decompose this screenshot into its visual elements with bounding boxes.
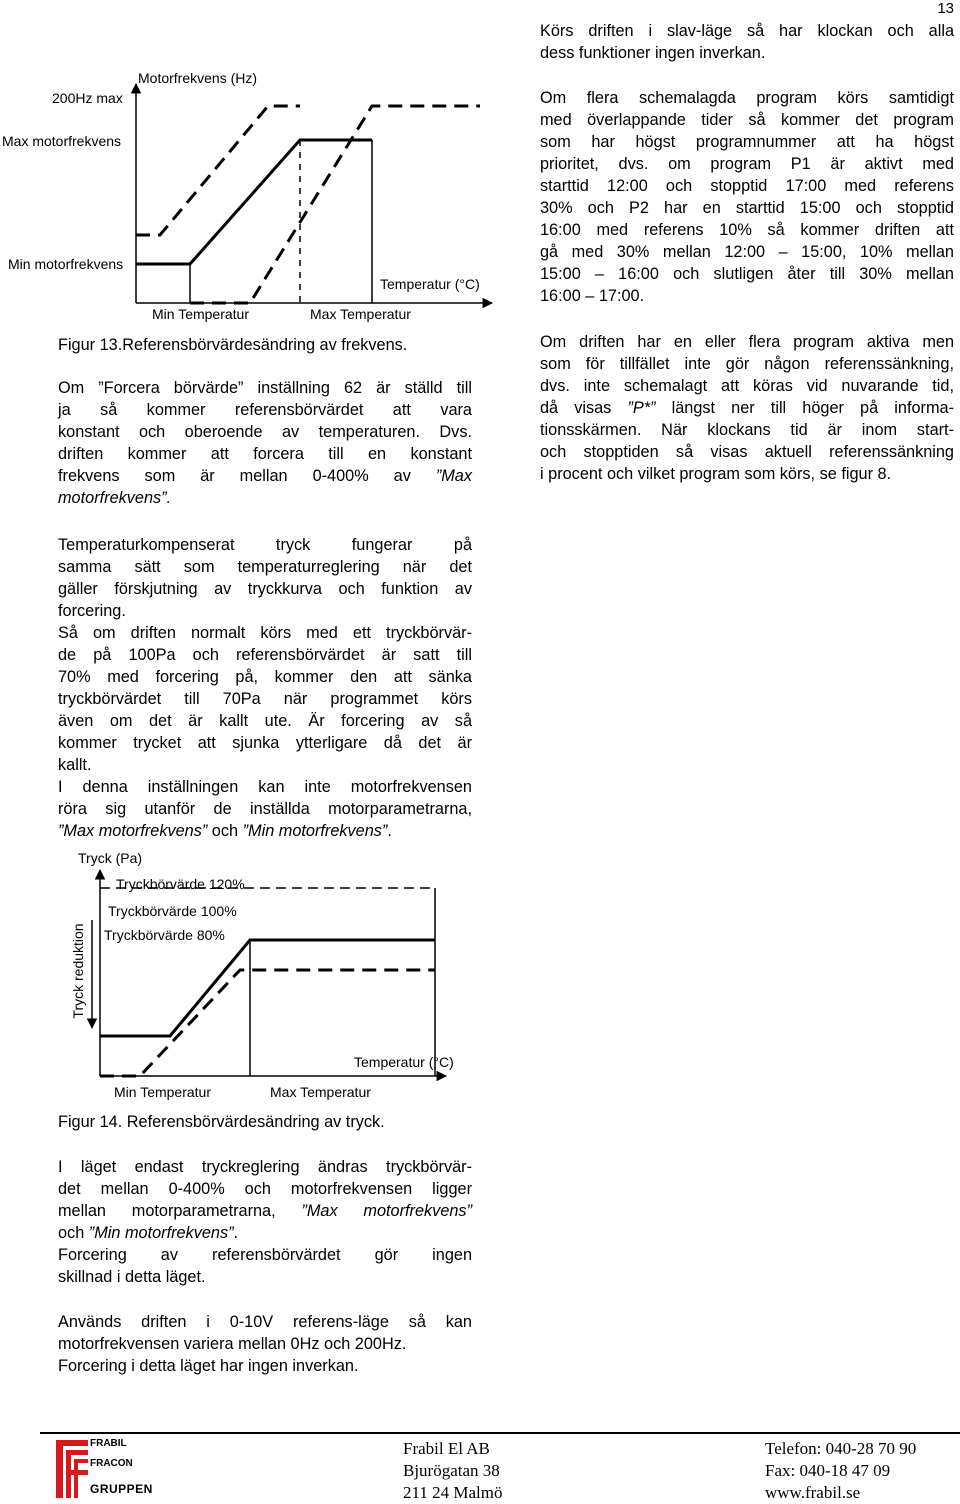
figure-13-caption: Figur 13.Referensbörvärdesändring av frekvens.: [58, 336, 408, 354]
footer-rule: [40, 1432, 960, 1434]
footer-company-name: Frabil El AB: [403, 1439, 490, 1458]
fig13-curve-dashed-right: [190, 106, 480, 303]
fig14-y-side-label: Tryck reduktion: [70, 923, 86, 1019]
fig13-x-label-min: Min Temperatur: [152, 306, 250, 322]
left-paragraph-pressure-only: I läget endast tryckreglering ändras tryckbörvär- det mellan 0-400% och motorfrekvensen ligger mellan motorparametrarna, ”Max motorfrekvens” och ”Min motorfrekvens”. Forcering av referensbörvärdet gör ingen skillnad i detta läget.: [58, 1158, 472, 1286]
logo-text-fracon: FRACON: [90, 1458, 133, 1469]
fig14-curve-label-120: Tryckbörvärde 120%: [116, 876, 245, 892]
frabil-logo: [54, 1438, 154, 1500]
left-paragraph-0-10v: Används driften i 0-10V referens-läge så kan motorfrekvensen variera mellan 0Hz och 200Hz. Forcering i detta läget har ingen inverkan.: [58, 1313, 472, 1375]
fig14-x-axis-title: Temperatur (°C): [354, 1054, 454, 1070]
fig13-curve-dashed-left: [136, 106, 300, 235]
fig13-x-label-max: Max Temperatur: [310, 306, 411, 322]
footer-phone: Telefon: 040-28 70 90: [765, 1439, 917, 1458]
footer-company: [403, 1438, 502, 1504]
fig13-y-label-200hz: 200Hz max: [52, 90, 123, 106]
fig14-curve-label-80: Tryckbörvärde 80%: [104, 927, 225, 943]
logo-text-gruppen: GRUPPEN: [90, 1482, 153, 1496]
fig14-x-label-min: Min Temperatur: [114, 1084, 212, 1100]
page-number: 13: [937, 0, 954, 17]
frabil-logo-icon: [54, 1438, 90, 1500]
right-paragraph-slave: Körs driften i slav-läge så har klockan och alla dess funktioner ingen inverkan.: [540, 22, 954, 62]
right-paragraph-schedules: Om flera schemalagda program körs samtidigt med överlappande tider så kommer det program som har högst programnummer att ha högst prioritet, dvs. om program P1 är aktivt med starttid 12:00 och stopptid 17:00 med referens 30% och P2 har en starttid 15:00 och stopptid 16:00 med referens 10% så kommer driften att gå med 30% mellan 12:00 – 15:00, 10% mellan 15:00 – 16:00 och slutligen åter till 30% mellan 16:00 – 17:00.: [540, 89, 954, 305]
fig13-curve-solid: [136, 140, 372, 264]
left-paragraph-temperature-pressure: Temperaturkompenserat tryck fungerar på samma sätt som temperaturreglering när det gäller förskjutning av tryckkurva och funktion av forcering. Så om driften normalt körs med ett tryckbörvär- de på 100Pa och referensbörvärdet är satt till 70% med forcering på, kommer den att sänka tryckbörvärdet till 70Pa när programmet körs även om det är kallt ute. Är forcering av så kommer trycket att sjunka ytterligare då det är kallt. I denna inställningen kan inte motorfrekvensen röra sig utanför de inställda motorparametrarna, ”Max motorfrekvens” och ”Min motorfrekvens”.: [58, 536, 472, 840]
footer-address: Bjurögatan 38: [403, 1461, 500, 1480]
figure-14-caption: Figur 14. Referensbörvärdesändring av tryck.: [58, 1113, 385, 1131]
footer-website[interactable]: www.frabil.se: [765, 1483, 861, 1502]
footer-fax: Fax: 040-18 47 09: [765, 1461, 891, 1480]
footer-contact: [765, 1438, 916, 1504]
right-paragraph-program-active: Om driften har en eller flera program aktiva men som för tillfället inte gör någon referenssänkning, dvs. inte schemalagt att köras vid nuvarande tid, då visas ”P*” längst ner till höger på informa- tionsskärmen. När klockans tid är inom start- och stopptiden så visas aktuell referenssänkning i procent och vilket program som körs, se figur 8.: [540, 333, 954, 483]
fig13-y-label-min: Min motorfrekvens: [8, 256, 124, 272]
fig14-curve-label-100: Tryckbörvärde 100%: [108, 903, 237, 919]
left-paragraph-forcera: Om ”Forcera börvärde” inställning 62 är ställd till ja så kommer referensbörvärdet att vara konstant och oberoende av temperaturen. Dvs. driften kommer att forcera till en konstant frekvens som är mellan 0-400% av ”Max motorfrekvens”.: [58, 379, 472, 507]
fig13-y-label-max: Max motorfrekvens: [2, 133, 122, 149]
fig14-curve-100: [100, 940, 435, 1036]
footer-city: 211 24 Malmö: [403, 1483, 503, 1502]
fig13-x-axis-title: Temperatur (°C): [380, 276, 480, 292]
fig13-y-axis-title: Motorfrekvens (Hz): [138, 70, 258, 86]
fig14-y-axis-title: Tryck (Pa): [78, 850, 143, 866]
fig14-x-label-max: Max Temperatur: [270, 1084, 371, 1100]
logo-text-frabil: FRABIL: [90, 1438, 127, 1449]
